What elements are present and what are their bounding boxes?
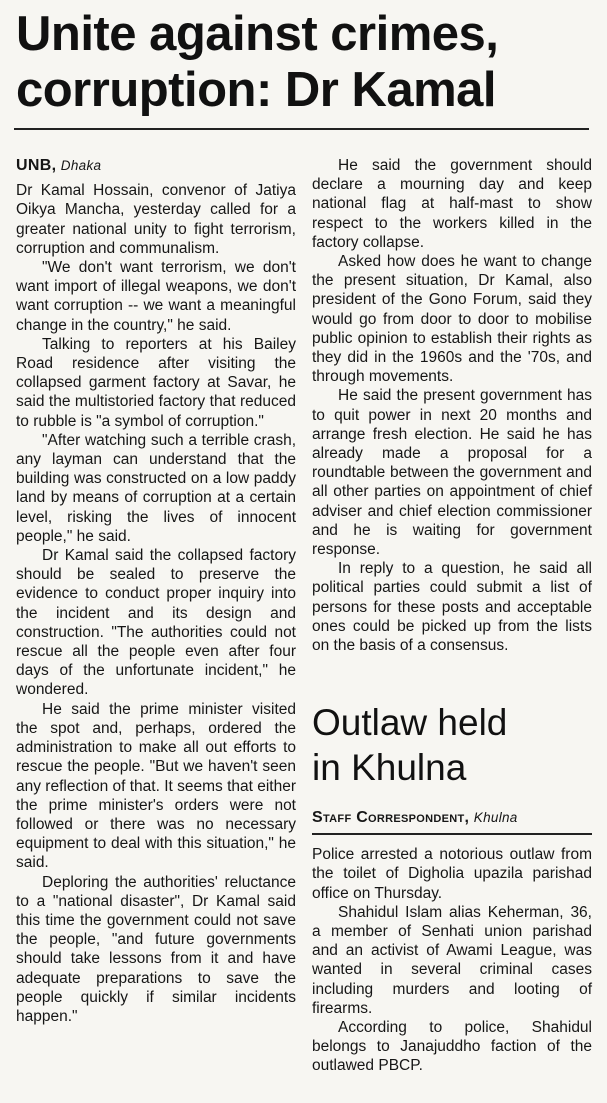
secondary-paragraph: Shahidul Islam alias Keherman, 36, a member of Senhati union parishad and an activist of Awami League, was wanted in several criminal cases including murders and looting of firearms. [312,903,592,1017]
main-headline-line-1: Unite against crimes, [16,7,499,61]
article-paragraph: He said the government should declare a mourning day and keep national flag at half-mast to show respect to the workers killed in the factory collapse. [312,157,592,251]
secondary-paragraph: Police arrested a notorious outlaw from the toilet of Digholia upazila parishad office on Thursday. [312,846,592,902]
article-right-column [312,156,592,655]
secondary-byline [312,808,592,827]
secondary-headline-line-2: in Khulna [312,747,467,788]
secondary-byline-place: Khulna [473,810,518,825]
byline-place: Dhaka [60,158,102,173]
main-headline [16,6,596,118]
secondary-byline-agency: Staff Correspondent, [312,809,470,826]
article-paragraph: "We don't want terrorism, we don't want import of illegal weapons, we don't want corruption -- we want a meaningful change in the country," he said. [16,259,296,334]
article-paragraph: Dr Kamal Hossain, convenor of Jatiya Oikya Mancha, yesterday called for a greater national unity to fight terrorism, corruption and communalism. [16,182,296,257]
byline-agency: UNB, [16,157,57,174]
secondary-headline-line-1: Outlaw held [312,702,508,743]
secondary-headline [312,700,592,790]
article-paragraph: "After watching such a terrible crash, any layman can understand that the building was constructed on a low paddy land by means of corruption at a certain level, risking the lives of innocent people," he said. [16,431,296,545]
article-paragraph: He said the present government has to quit power in next 20 months and arrange fresh election. He said he has already made a proposal for a roundtable between the government and all other parties on appointment of chief adviser and chief election commissioner and he is waiting for government response. [312,387,592,559]
secondary-paragraph: According to police, Shahidul belongs to Janajuddho faction of the outlawed PBCP. [312,1019,592,1075]
article-paragraph: Talking to reporters at his Bailey Road residence after visiting the collapsed garment factory at Savar, he said the multistoried factory that reduced to rubble is "a symbol of corruption." [16,335,296,430]
article-paragraph: Dr Kamal said the collapsed factory should be sealed to preserve the evidence to conduct proper inquiry into the incident and its design and construction. "The authorities could not rescue all the people even after four days of the unfortunate incident," he wondered. [16,547,296,699]
article-paragraph: Asked how does he want to change the present situation, Dr Kamal, also president of the Gono Forum, said they would go from door to door to mobilise public opinion to establish their rights as they did in the 1960s and the '70s, and through movements. [312,253,592,386]
article-paragraph: He said the prime minister visited the spot and, perhaps, ordered the administration to make all out efforts to rescue the people. "But we haven't seen any reflection of that. It seems that either the prime minister's orders were not followed or there was no necessary equipment to deal with this situation," he said. [16,700,297,872]
article-paragraph: Deploring the authorities' reluctance to a "national disaster", Dr Kamal said this time the government could not save the people, "and future governments should take lessons from it and have adequate preparations to save the people quickly if similar incidents happen." [16,873,296,1025]
article-left-column [16,156,296,1026]
article-paragraph: In reply to a question, he said all political parties could submit a list of persons for these posts and acceptable ones could be picked up from the lists on the basis of a consensus. [312,560,592,655]
secondary-byline-rule [312,833,592,835]
headline-rule [14,128,589,130]
main-headline-line-2: corruption: Dr Kamal [16,63,497,117]
article-byline [16,156,296,175]
secondary-article [312,808,592,1076]
